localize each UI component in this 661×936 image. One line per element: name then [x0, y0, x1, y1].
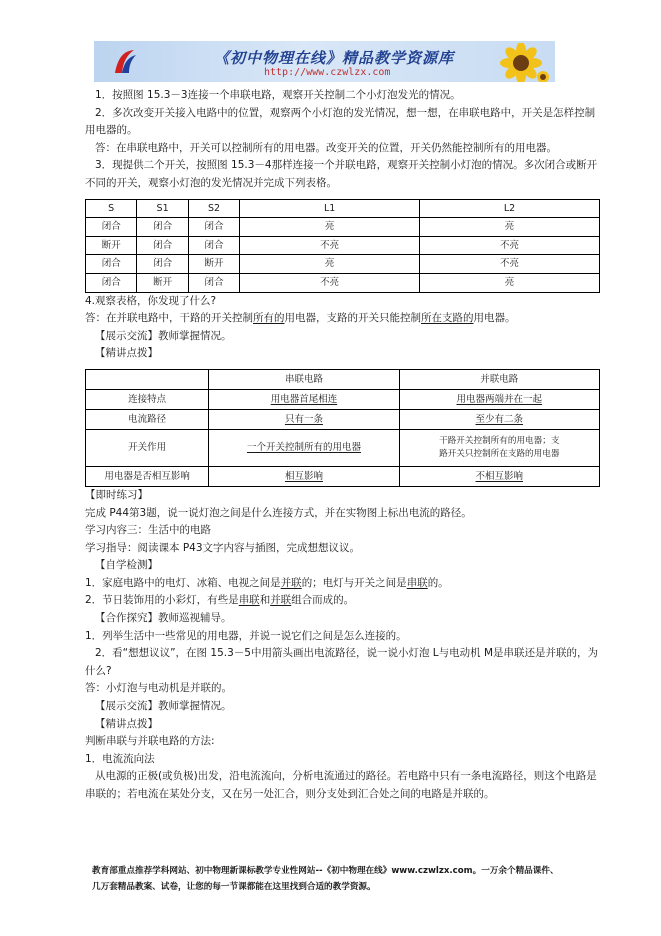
study-guide: 学习指导：阅读课本 P43文字内容与插图，完成想想议议。	[85, 541, 361, 554]
table-cell: 亮	[420, 218, 600, 237]
header-s2: S2	[188, 199, 239, 218]
table-row	[86, 429, 600, 466]
observation-table	[85, 199, 600, 293]
method-title: 判断串联与并联电路的方法:	[85, 735, 215, 748]
banner-url[interactable]: http://www.czwlzx.com	[264, 67, 391, 78]
table-cell: 开关作用	[86, 429, 209, 466]
table-cell: 闭合	[188, 273, 239, 292]
answer-underline: 所在支路的	[421, 312, 474, 325]
table-cell	[209, 389, 399, 409]
underline: 串联	[406, 576, 428, 589]
table-header-row	[86, 199, 600, 218]
table-cell	[209, 409, 399, 429]
self-check-heading: 【自学检测】	[95, 559, 158, 572]
table-cell	[209, 466, 399, 486]
underline: 并联	[280, 576, 302, 589]
site-logo-icon	[112, 47, 138, 77]
table-cell: 闭合	[137, 236, 188, 255]
table-row	[86, 409, 600, 429]
answer-text: 答：在并联电路中，干路的开关控制	[85, 312, 253, 325]
table-row	[86, 255, 600, 274]
cell-line: 干路开关控制所有的用电器；支	[439, 435, 560, 446]
footer-line-1: 教育部重点推荐学科网站、初中物理新课标教学专业性网站--《初中物理在线》www.czwlzx.com。一万余个精品课件、	[92, 866, 559, 876]
text: 和	[259, 594, 271, 607]
header-s1: S1	[137, 199, 188, 218]
header-s: S	[86, 199, 137, 218]
table-cell: 闭合	[86, 273, 137, 292]
cell-underline: 用电器两端并在一起	[456, 393, 543, 405]
step-2: 2．多次改变开关接入电路中的位置，观察两个小灯泡的发光情况，想一想，在串联电路中，开关是怎样控制用电器的。	[85, 106, 596, 137]
method-1: 1．电流流向法	[85, 752, 155, 765]
table-cell: 闭合	[86, 218, 137, 237]
cooperation-heading: 【合作探究】教师巡视辅导。	[95, 612, 232, 625]
table-row	[86, 466, 600, 486]
answer-series: 答：在串联电路中，开关可以控制所有的用电器。改变开关的位置，开关仍然能控制所有的用电器。	[95, 141, 557, 154]
table-cell: 用电器是否相互影响	[86, 466, 209, 486]
step-3: 3．现提供二个开关，按照图 15.3－4那样连接一个并联电路，观察开关控制小灯泡的情况。多次闭合或断开不同的开关，观察小灯泡的发光情况并完成下列表格。	[85, 159, 598, 189]
banner-title: 《初中物理在线》精品教学资源库	[214, 49, 455, 67]
show-exchange-2: 【展示交流】教师掌握情况。	[95, 700, 232, 713]
page-footer	[92, 863, 582, 895]
key-points-heading-2: 【精讲点拨】	[95, 717, 158, 730]
key-points-heading: 【精讲点拨】	[95, 347, 158, 360]
header-banner	[94, 41, 555, 82]
header-parallel: 并联电路	[399, 369, 599, 389]
underline: 串联	[238, 594, 260, 607]
table-cell: 闭合	[137, 255, 188, 274]
answer-underline: 所有的	[253, 312, 285, 325]
table-header-row	[86, 369, 600, 389]
table-cell: 闭合	[86, 255, 137, 274]
table-cell: 电流路径	[86, 409, 209, 429]
text: 组合而成的。	[291, 594, 355, 607]
cell-underline: 至少有二条	[475, 413, 524, 425]
cell-underline: 只有一条	[284, 413, 323, 425]
table-cell: 不亮	[420, 255, 600, 274]
cooperation-1: 1．列举生活中一些常见的用电器，并说一说它们之间是怎么连接的。	[85, 629, 407, 642]
table-cell: 亮	[240, 255, 420, 274]
table-row	[86, 218, 600, 237]
cell-underline: 用电器首尾相连	[270, 393, 338, 405]
answer-parallel	[85, 310, 600, 328]
cell-underline: 一个开关控制所有的用电器	[246, 442, 361, 454]
cell-line: 路开关只控制所在支路的用电器	[439, 448, 560, 459]
table-cell	[399, 409, 599, 429]
footer-line-2: 几万套精品教案、试卷，让您的每一节课都能在这里找到合适的教学资源。	[92, 882, 376, 892]
method-1-text: 从电源的正极(或负极)出发，沿电流流向，分析电流通过的路径。若电路中只有一条电流路径，则这个电路是串联的；若电流在某处分支，又在另一处汇合，则分支处到汇合处之间的电路是并联的。	[85, 770, 597, 800]
cell-underline: 相互影响	[284, 470, 323, 482]
sunflower-icon	[491, 43, 549, 82]
show-exchange: 【展示交流】教师掌握情况。	[95, 329, 232, 342]
table-cell: 亮	[420, 273, 600, 292]
header-l1: L1	[240, 199, 420, 218]
answer-text: 用电器，支路的开关只能控制	[284, 312, 421, 325]
table-cell: 不亮	[420, 236, 600, 255]
answer-text: 用电器。	[473, 312, 516, 325]
table-row	[86, 236, 600, 255]
document-body	[85, 87, 600, 804]
table-cell: 断开	[188, 255, 239, 274]
table-cell: 断开	[86, 236, 137, 255]
cooperation-2: 2．看“想想议议”，在图 15.3－5中用箭头画出电流路径，说一说小灯泡 L与电动机 M是串联还是并联的，为什么?	[85, 647, 599, 677]
practice-text: 完成 P44第3题，说一说灯泡之间是什么连接方式，并在实物图上标出电流的路径。	[85, 506, 472, 519]
text: 的。	[427, 576, 449, 589]
table-cell: 断开	[137, 273, 188, 292]
self-check-1	[85, 575, 600, 593]
table-cell: 闭合	[137, 218, 188, 237]
content-3-title: 学习内容三：生活中的电路	[85, 524, 211, 537]
table-cell: 闭合	[188, 218, 239, 237]
table-cell: 不亮	[240, 273, 420, 292]
table-cell: 闭合	[188, 236, 239, 255]
underline: 并联	[270, 594, 292, 607]
table-cell	[399, 429, 599, 466]
question-4: 4.观察表格，你发现了什么?	[85, 294, 217, 307]
table-row	[86, 389, 600, 409]
table-cell: 连接特点	[86, 389, 209, 409]
cell-underline: 不相互影响	[475, 470, 524, 482]
text: 的；电灯与开关之间是	[301, 576, 407, 589]
step-1: 1．按照图 15.3－3连接一个串联电路，观察开关控制二个小灯泡发光的情况。	[95, 89, 461, 101]
table-cell	[399, 466, 599, 486]
table-row	[86, 273, 600, 292]
practice-heading: 【即时练习】	[85, 488, 148, 501]
header-series: 串联电路	[209, 369, 399, 389]
text: 1．家庭电路中的电灯、冰箱、电视之间是	[85, 576, 281, 589]
table-cell: 亮	[240, 218, 420, 237]
table-cell	[399, 389, 599, 409]
cooperation-answer: 答：小灯泡与电动机是并联的。	[85, 682, 232, 695]
text: 2．节日装饰用的小彩灯，有些是	[85, 594, 239, 607]
table-cell	[209, 429, 399, 466]
self-check-2	[85, 592, 600, 610]
header-l2: L2	[420, 199, 600, 218]
table-cell	[86, 369, 209, 389]
table-cell: 不亮	[240, 236, 420, 255]
comparison-table	[85, 369, 600, 487]
